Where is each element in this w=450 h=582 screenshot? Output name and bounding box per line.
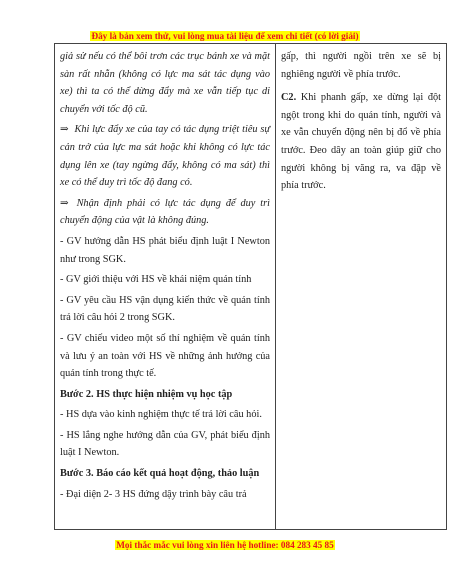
step-heading: Bước 2. HS thực hiện nhiệm vụ học tập	[60, 388, 233, 400]
paragraph-text: Khi lực đẩy xe của tay có tác dụng triệt tiêu sự cản trở của lực ma sát hoặc khi không có lực tác dụng lên xe (tay ngừng đẩy, không có ma sát) thì xe có thể duy trì tốc độ đang có.	[60, 124, 271, 189]
answer-label: C2.	[281, 92, 297, 104]
paragraph: - GV hướng dẫn HS phát biểu định luật I Newton như trong SGK.	[60, 235, 270, 265]
paragraph: - Đại diện 2- 3 HS đứng dậy trình bày câu trả	[60, 488, 247, 500]
paragraph: - GV yêu cầu HS vận dụng kiến thức về quán tính trả lời câu hỏi 2 trong SGK.	[60, 294, 270, 324]
paragraph: - GV giới thiệu với HS về khái niệm quán tính	[60, 274, 252, 286]
table-row	[55, 44, 447, 530]
step-heading: Bước 3. Báo cáo kết quả hoạt động, thảo luận	[60, 468, 260, 480]
answer-c2	[281, 89, 441, 195]
arrow-icon: ⇒	[60, 124, 69, 136]
lesson-table	[54, 43, 447, 530]
answer-text: Khi phanh gấp, xe dừng lại đột ngột trong khi do quán tính, người và xe vẫn chuyển động nên bị đổ về phía trước. Đeo dây an toàn giúp giữ cho người không bị văng ra, va đập về phía trước.	[281, 92, 441, 192]
hotline-banner	[0, 535, 450, 553]
teacher-activity-cell	[55, 44, 276, 530]
expected-answer-cell	[276, 44, 447, 530]
paragraph: giả sử nếu có thể bôi trơn các trục bánh xe và mặt sàn rất nhẵn (không có lực ma sát tác dụng vào xe) thì ta có thể dừng đẩy mà xe vẫn tiếp tục di chuyển với tốc độ cũ.	[60, 51, 270, 115]
paragraph: - HS dựa vào kinh nghiệm thực tế trả lời câu hỏi.	[60, 409, 262, 421]
arrow-icon: ⇒	[60, 197, 69, 209]
paragraph: - GV chiếu video một số thí nghiệm về quán tính và lưu ý an toàn với HS về những ảnh hưởng của quán tính trong thực tế.	[60, 332, 270, 380]
paragraph: gấp, thì người ngồi trên xe sẽ bị nghiêng người về phía trước.	[281, 51, 441, 80]
paragraph-arrow	[60, 195, 270, 230]
hotline-banner-text: Mọi thắc mắc vui lòng xin liên hệ hotline: 084 283 45 85	[116, 540, 334, 550]
preview-banner-text: Đây là bản xem thử, vui lòng mua tài liệu để xem chi tiết (có lời giải)	[91, 31, 359, 41]
paragraph-arrow	[60, 121, 270, 191]
paragraph-text: Nhận định phải có lực tác dụng để duy trì chuyển động của vật là không đúng.	[60, 197, 270, 227]
paragraph: - HS lắng nghe hướng dẫn của GV, phát biểu định luật I Newton.	[60, 429, 270, 459]
preview-banner	[0, 26, 450, 44]
